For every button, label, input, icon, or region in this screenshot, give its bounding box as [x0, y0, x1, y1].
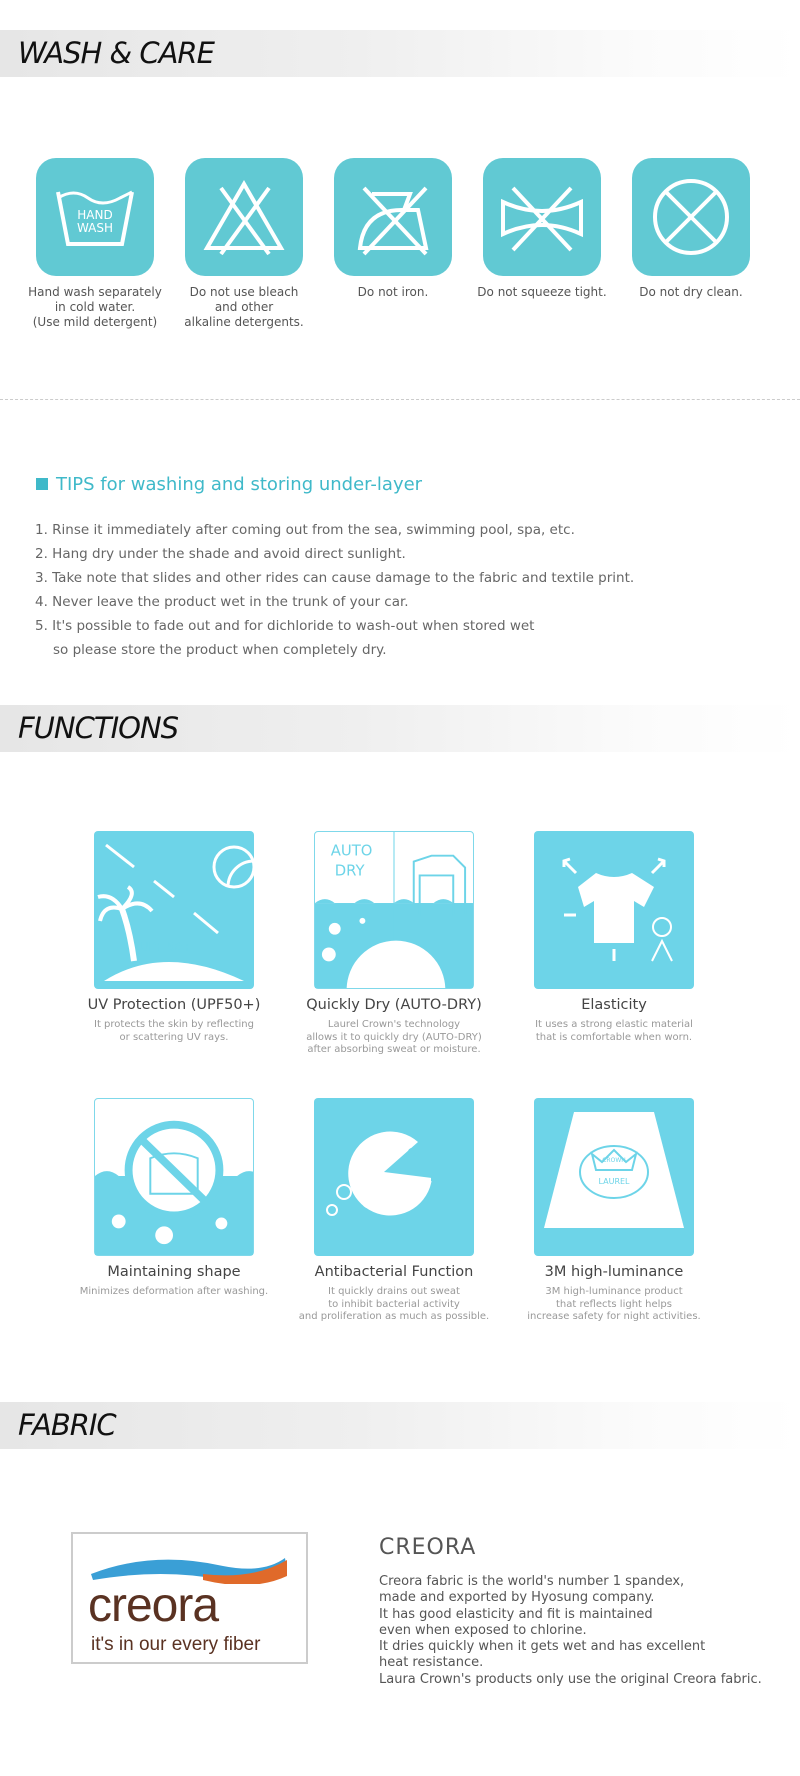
- wash-care-header: [0, 30, 800, 77]
- elasticity-icon: [534, 831, 694, 989]
- tips-title: TIPS for washing and storing under-layer: [36, 474, 422, 495]
- antibacterial-desc: It quickly drains out sweat to inhibit bacterial activity and proliferation as much as possible.: [298, 1286, 490, 1322]
- svg-text:AUTO: AUTO: [330, 842, 373, 860]
- list-item: 2. Hang dry under the shade and avoid direct sunlight.: [35, 546, 406, 562]
- no-dry-clean-icon: [632, 158, 750, 276]
- care-caption-no-wring: Do not squeeze tight.: [477, 285, 607, 299]
- auto-dry-desc: Laurel Crown's technology allows it to quickly dry (AUTO-DRY) after absorbing sweat or moisture.: [306, 1019, 482, 1055]
- functions-header: [0, 705, 800, 752]
- high-luminance-icon: [534, 1098, 694, 1256]
- maintaining-shape-title: Maintaining shape: [107, 1264, 241, 1280]
- functions-title: FUNCTIONS: [18, 711, 179, 745]
- maintaining-shape-icon: [94, 1098, 254, 1256]
- maintaining-shape-desc: Minimizes deformation after washing.: [79, 1286, 269, 1297]
- list-item-continuation: so please store the product when completely dry.: [53, 642, 387, 658]
- uv-protection-title: UV Protection (UPF50+): [87, 997, 261, 1013]
- care-caption-no-iron: Do not iron.: [357, 285, 429, 299]
- creora-logo: [71, 1532, 308, 1664]
- dashed-divider: [0, 399, 800, 400]
- svg-text:LAUREL: LAUREL: [598, 1177, 630, 1186]
- no-bleach-icon: [185, 158, 303, 276]
- antibacterial-title: Antibacterial Function: [314, 1264, 474, 1280]
- auto-dry-title: Quickly Dry (AUTO-DRY): [306, 997, 482, 1013]
- tips-list: [35, 518, 634, 662]
- svg-text:UPF 50+: UPF 50+: [140, 940, 193, 954]
- square-bullet-icon: [36, 478, 48, 490]
- list-item: 5. It's possible to fade out and for dichloride to wash-out when stored wet: [35, 618, 535, 634]
- fabric-title-header: FABRIC: [18, 1408, 116, 1442]
- fabric-description: Creora fabric is the world's number 1 spandex, made and exported by Hyosung company. It has good elasticity and fit is maintained even when exposed to chlorine. It dries quickly when it gets wet and has excellent heat resistance. Laura Crown's products only use the original Creora fabric.: [379, 1574, 762, 1687]
- svg-text:CROWN: CROWN: [602, 1157, 626, 1164]
- hand-wash-icon: [36, 158, 154, 276]
- creora-logo-word: creora: [88, 1579, 219, 1632]
- svg-text:WASH: WASH: [76, 221, 114, 235]
- uv-protection-icon: [94, 831, 254, 989]
- creora-logo-tagline: it's in our every fiber: [91, 1634, 261, 1655]
- no-wring-icon: [483, 158, 601, 276]
- antibacterial-icon: [314, 1098, 474, 1256]
- svg-text:HAND: HAND: [77, 208, 113, 222]
- svg-text:DRY: DRY: [334, 862, 365, 880]
- auto-dry-icon: [314, 831, 474, 989]
- elasticity-desc: It uses a strong elastic material that is comfortable when worn.: [535, 1019, 693, 1043]
- uv-protection-desc: It protects the skin by reflecting or scattering UV rays.: [94, 1019, 254, 1043]
- fabric-title: CREORA: [379, 1535, 477, 1560]
- high-luminance-desc: 3M high-luminance product that reflects light helps increase safety for night activities.: [527, 1286, 701, 1322]
- no-iron-icon: [334, 158, 452, 276]
- care-caption-no-dry-clean: Do not dry clean.: [639, 285, 743, 299]
- care-caption-no-bleach: Do not use bleach and other alkaline detergents.: [184, 285, 304, 329]
- list-item: 4. Never leave the product wet in the trunk of your car.: [35, 594, 409, 610]
- wash-care-title: WASH & CARE: [18, 36, 214, 70]
- list-item: 1. Rinse it immediately after coming out from the sea, swimming pool, spa, etc.: [35, 522, 575, 538]
- care-caption-hand-wash: Hand wash separately in cold water. (Use mild detergent): [28, 285, 162, 329]
- elasticity-title: Elasticity: [581, 997, 647, 1013]
- fabric-header: [0, 1402, 800, 1449]
- high-luminance-title: 3M high-luminance: [544, 1264, 684, 1280]
- list-item: 3. Take note that slides and other rides can cause damage to the fabric and textile print.: [35, 570, 635, 586]
